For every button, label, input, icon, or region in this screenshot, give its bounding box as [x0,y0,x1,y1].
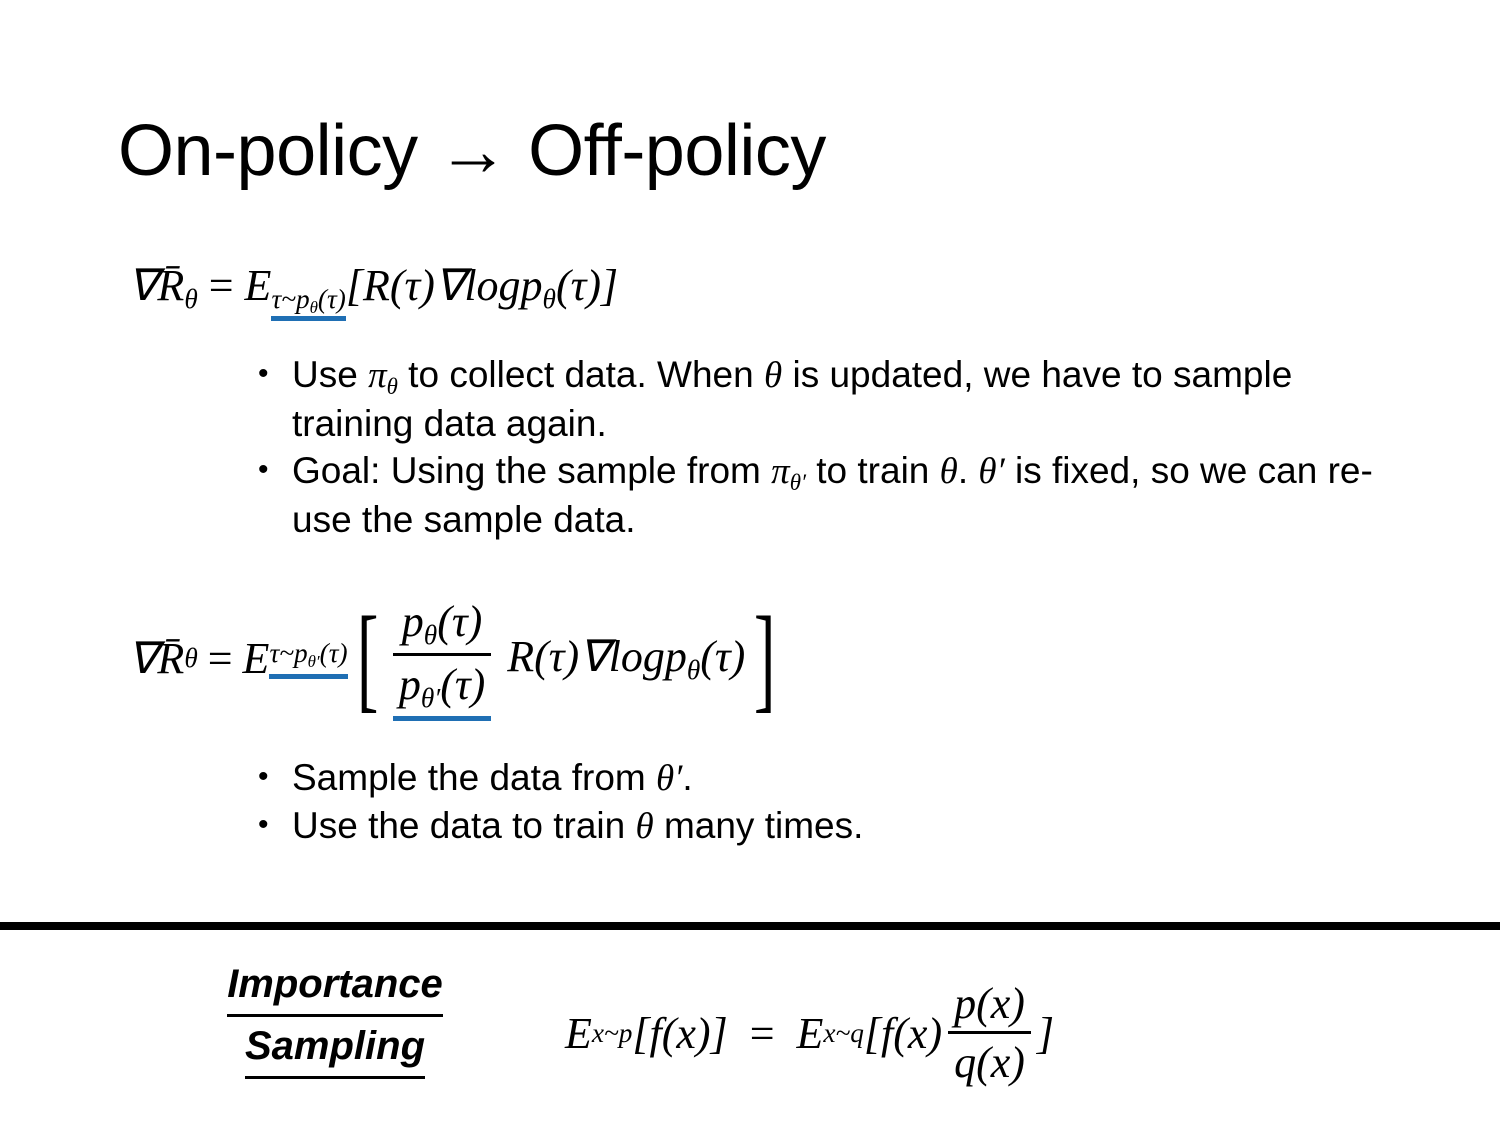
eq2-tail: R(τ)∇logp$_\theta$(τ) [507,632,746,686]
eq1-body-tail: (τ)] [555,261,619,310]
importance-sampling-label-line2: Sampling [245,1017,425,1079]
is-rhs-expectation: E [796,1008,824,1058]
eq1-equals: = [208,261,234,310]
horizontal-divider [0,922,1500,930]
bullet-marker: • [258,760,269,793]
eq2-bracket-left: [ [356,592,378,724]
eq2-expectation-subscript: $\tau\sim p_{\theta'}(\tau)$ [269,638,347,679]
equation-importance-sampling [565,978,1054,1088]
is-lhs-subscript: x~p [591,1017,633,1048]
eq2-ratio-denominator: $p_{\theta'}(\tau)$ [398,660,486,714]
eq1-body-sub: θ [542,284,556,315]
is-rhs-body-open: [f(x) [863,1008,943,1058]
eq1-lhs-sub: θ [184,284,198,315]
page-title: On-policy → Off-policy [118,111,826,191]
importance-sampling-label-line1: Importance [227,955,443,1017]
is-density-ratio [948,978,1031,1088]
equation-importance-weighted-gradient [128,592,785,724]
eq2-lhs: ∇R̄ [128,634,185,684]
eq2-expectation: E [242,634,270,684]
eq2-ratio-numerator: $p_\theta(\tau)$ [401,597,483,651]
eq2-lhs-sub: θ [184,643,198,674]
is-lhs-body: [f(x)] [632,1008,728,1058]
is-rhs-subscript: x~q [823,1017,864,1048]
eq2-equals: = [207,634,233,684]
is-ratio-numerator: p(x) [954,979,1025,1028]
bullet-list-top [258,352,1388,544]
eq1-expectation-subscript: τ~pθ(τ) [271,284,345,321]
equation-policy-gradient [128,262,618,318]
list-item [258,755,1388,801]
is-rhs-body-close: ] [1036,1008,1055,1058]
bullet-text: Sample the data from θ′. [292,757,693,799]
eq2-bracket-right: ] [754,592,776,724]
bullet-marker: • [258,452,269,486]
eq1-body: [R(τ)∇logp [345,261,543,310]
bullet-text: Use $\pi_\theta$ to collect data. When θ is updated, we have to sample training data again. [292,354,1293,444]
is-equals: = [749,1008,775,1058]
list-item [258,352,1388,446]
eq1-expectation: E [244,261,272,310]
list-item [258,448,1388,542]
is-ratio-denominator: q(x) [954,1038,1025,1087]
eq1-lhs: ∇R̄ [128,261,185,310]
importance-sampling-label [190,955,480,1079]
bullet-text: Goal: Using the sample from $\pi_{\theta'}$ to train θ. θ′ is fixed, so we can re-use the sample data. [292,449,1373,540]
bullet-text: Use the data to train θ many times. [292,805,864,848]
bullet-list-bottom [258,755,1388,851]
list-item [258,803,1388,849]
eq2-importance-ratio [393,596,491,721]
is-lhs-expectation: E [565,1008,592,1058]
bullet-marker: • [258,808,269,842]
bullet-marker: • [258,357,269,390]
